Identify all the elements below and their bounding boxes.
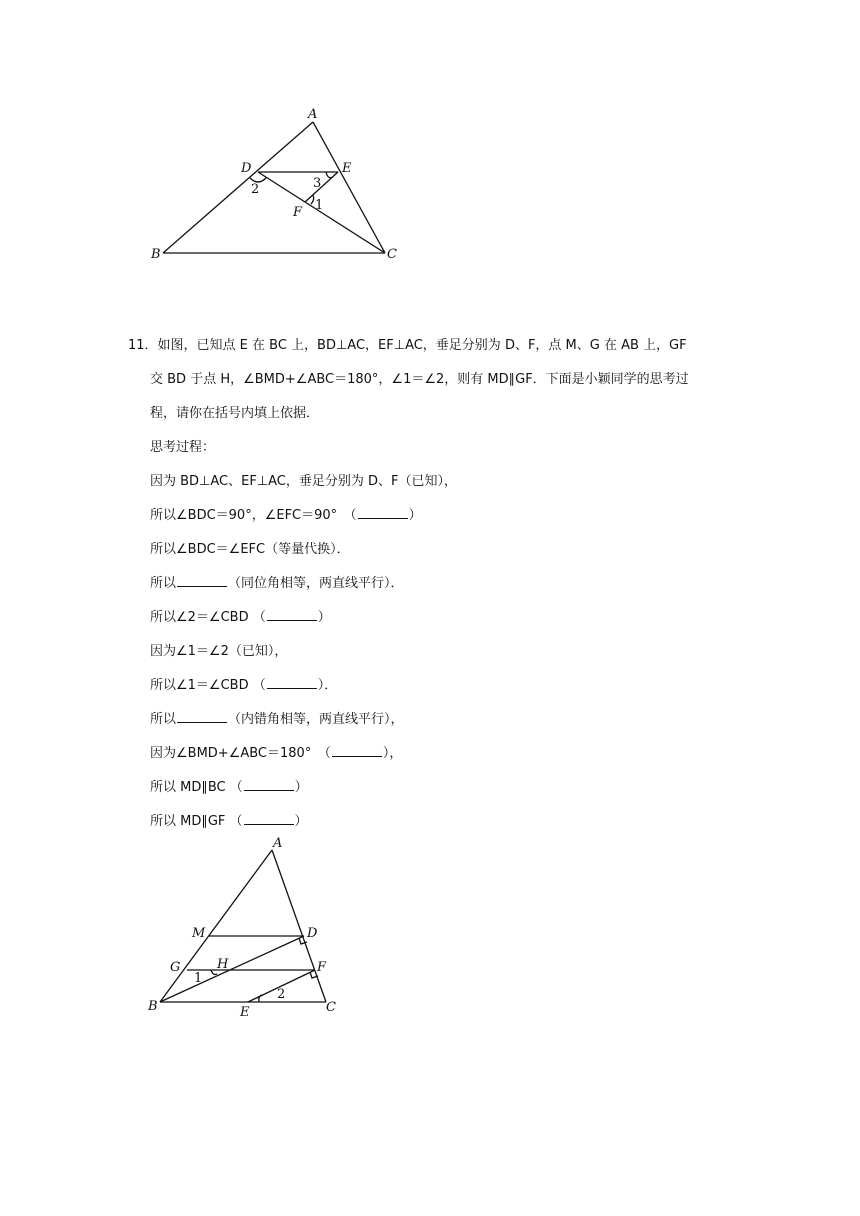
label-d: D [241,161,252,176]
figure-triangle-abc-top [140,100,420,270]
step-11 [150,812,308,832]
step-7 [150,676,337,696]
answer-blank-5[interactable] [177,710,227,723]
label-m: M [192,926,206,941]
step-10-tail: ） [294,780,308,795]
answer-blank-6[interactable] [332,744,382,757]
question-line-2: 交 BD 于点 H，∠BMD+∠ABC＝180°，∠1＝∠2，则有 MD∥GF．下面是小颖同学的思考过 [150,372,689,387]
label-f: F [317,960,327,975]
question-number: 11． [128,338,158,353]
question-line-1 [128,336,687,356]
label-e: E [240,1005,250,1020]
answer-blank-1[interactable] [358,506,408,519]
step-8-text: 所以 [150,712,177,727]
step-3 [150,540,350,560]
answer-blank-8[interactable] [244,812,294,825]
step-6 [150,642,287,662]
segment-ac [313,122,385,253]
angle-label-2: 2 [251,182,260,197]
segment-ab [163,122,313,253]
step-9-tail: ）， [382,746,403,761]
step-6-text: 因为∠1＝∠2（已知）， [150,644,288,659]
step-3-text: 所以∠BDC＝∠EFC（等量代换）． [150,542,350,557]
figure-triangle-abc-bottom [140,830,360,1030]
step-5-text: 所以∠2＝∠CBD （ [150,610,266,625]
label-a: A [273,836,283,851]
step-2-text: 所以∠BDC＝90°，∠EFC＝90° （ [150,508,357,523]
angle-arc-3 [326,172,333,178]
step-10-text: 所以 MD∥BC （ [150,780,243,795]
label-g: G [170,960,181,975]
segment-ab [160,850,272,1002]
angle-label-1: 1 [194,971,203,986]
step-4-tail: （同位角相等，两直线平行）． [228,576,404,591]
step-8 [150,710,404,730]
label-d: D [307,926,318,941]
label-b: B [148,999,158,1014]
angle-label-1: 1 [315,198,324,213]
step-7-text: 所以∠1＝∠CBD （ [150,678,266,693]
question-line-3: 程，请你在括号内填上依据． [150,406,320,421]
step-10 [150,778,308,798]
answer-blank-4[interactable] [267,676,317,689]
angle-label-3: 3 [313,176,322,191]
step-4-text: 所以 [150,576,177,591]
label-h: H [217,957,229,972]
step-4 [150,574,404,594]
label-e: E [342,161,352,176]
step-7-tail: ）． [317,678,338,693]
step-8-tail: （内错角相等，两直线平行）， [228,712,404,727]
answer-blank-3[interactable] [267,608,317,621]
step-2 [150,506,422,526]
question-text-1: 如图，已知点 E 在 BC 上，BD⊥AC，EF⊥AC，垂足分别为 D、F，点 M、G 在 AB 上，GF [157,338,687,353]
step-1 [150,472,457,492]
answer-blank-2[interactable] [177,574,227,587]
step-5-tail: ） [317,610,331,625]
step-1-text: 因为 BD⊥AC、EF⊥AC，垂足分别为 D、F（已知）， [150,474,458,489]
step-11-text: 所以 MD∥GF （ [150,814,243,829]
label-f: F [293,205,303,220]
label-c: C [387,247,397,262]
step-9-text: 因为∠BMD+∠ABC＝180° （ [150,746,331,761]
step-11-tail: ） [294,814,308,829]
label-c: C [326,1000,336,1015]
step-5 [150,608,331,628]
step-2-tail: ） [408,508,422,523]
segment-ac [272,850,326,1002]
thinking-title: 思考过程： [150,440,216,455]
angle-label-2: 2 [277,987,286,1002]
step-9 [150,744,402,764]
label-b: B [151,247,161,262]
answer-blank-7[interactable] [244,778,294,791]
label-a: A [308,107,318,122]
